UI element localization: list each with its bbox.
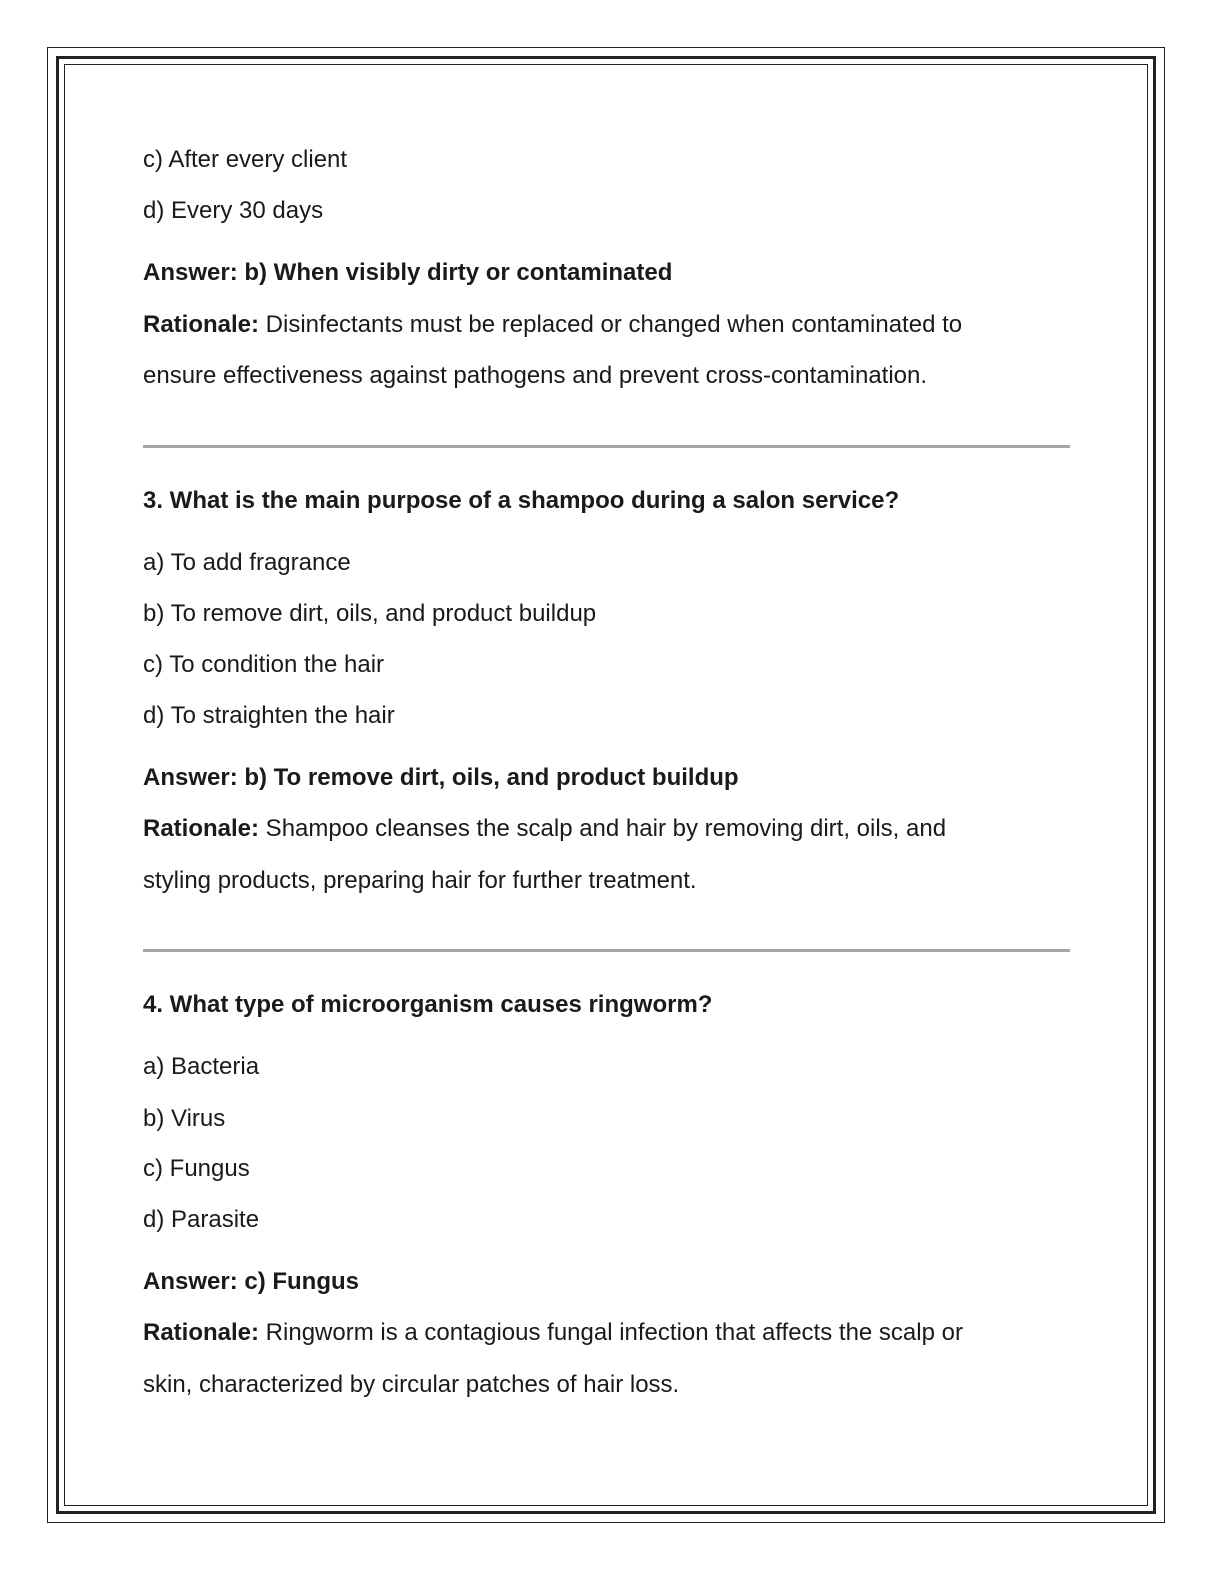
q4-option-b: b) Virus <box>143 1105 226 1132</box>
q3-rationale-label: Rationale: <box>143 815 260 842</box>
q2-rationale-label: Rationale: <box>143 311 260 338</box>
section-divider <box>143 445 1070 448</box>
q4-rationale-text: Ringworm is a contagious fungal infection that affects the scalp or <box>259 1319 963 1346</box>
q2-answer: Answer: b) When visibly dirty or contaminated <box>143 259 673 286</box>
q4-rationale-line-2: skin, characterized by circular patches of hair loss. <box>143 1371 680 1398</box>
q3-answer: Answer: b) To remove dirt, oils, and product buildup <box>143 764 739 791</box>
q4-answer: Answer: c) Fungus <box>143 1268 360 1295</box>
q2-option-c: c) After every client <box>143 146 348 173</box>
q3-option-c: c) To condition the hair <box>143 651 385 678</box>
q4-rationale-label: Rationale: <box>143 1319 260 1346</box>
q2-option-d: d) Every 30 days <box>143 197 324 224</box>
q2-rationale-line-2: ensure effectiveness against pathogens and prevent cross-contamination. <box>143 362 928 389</box>
q4-option-c: c) Fungus <box>143 1155 250 1182</box>
q3-question: 3. What is the main purpose of a shampoo during a salon service? <box>143 487 900 514</box>
q2-rationale-line-1 <box>143 310 962 340</box>
q3-option-a: a) To add fragrance <box>143 549 351 576</box>
q4-option-d: d) Parasite <box>143 1206 260 1233</box>
q3-option-b: b) To remove dirt, oils, and product buildup <box>143 600 597 627</box>
q4-question: 4. What type of microorganism causes ringworm? <box>143 991 713 1018</box>
q2-rationale-text: Disinfectants must be replaced or changed when contaminated to <box>259 311 963 338</box>
q3-rationale-line-2: styling products, preparing hair for further treatment. <box>143 867 697 894</box>
q4-rationale-line-1 <box>143 1318 963 1348</box>
q3-option-d: d) To straighten the hair <box>143 702 395 729</box>
q4-option-a: a) Bacteria <box>143 1053 260 1080</box>
section-divider <box>143 949 1070 952</box>
q3-rationale-text: Shampoo cleanses the scalp and hair by removing dirt, oils, and <box>259 815 947 842</box>
q3-rationale-line-1 <box>143 814 946 844</box>
